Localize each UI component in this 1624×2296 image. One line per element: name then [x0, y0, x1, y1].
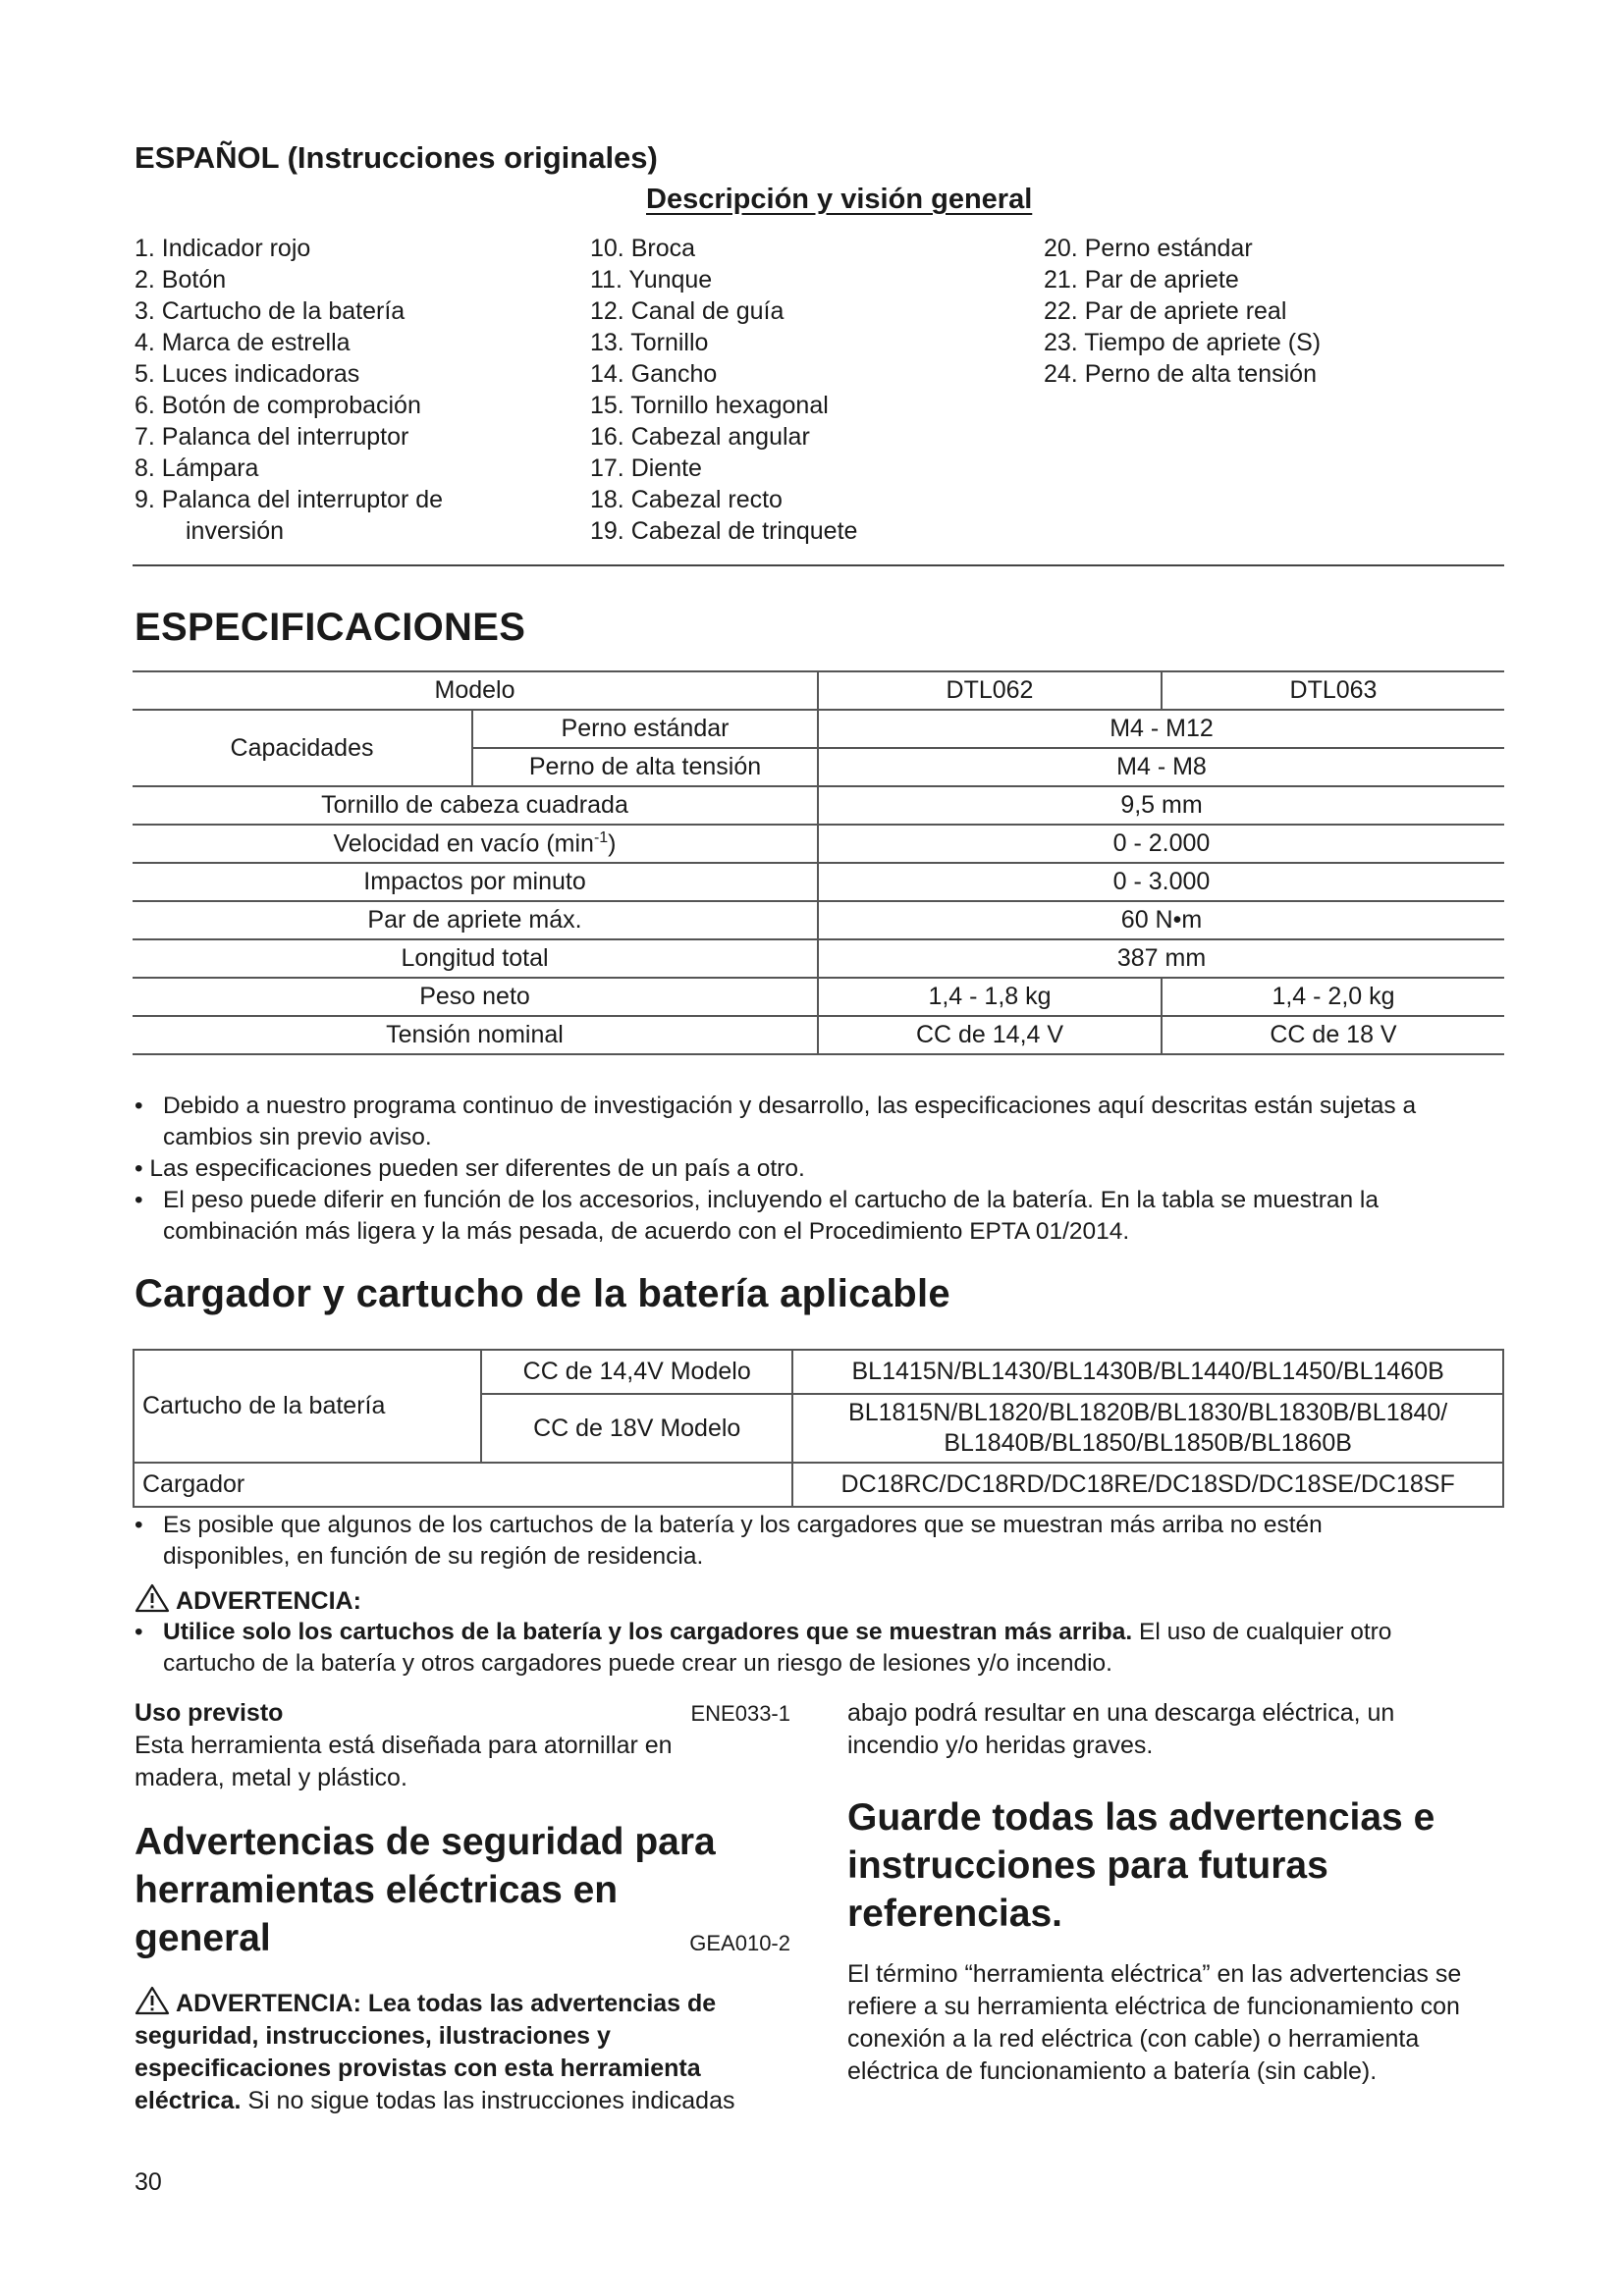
- overview-title: Descripción y visión general: [646, 184, 1033, 215]
- std-bolt-value-cell: M4 - M12: [818, 710, 1504, 748]
- parts-column-2: [590, 233, 857, 547]
- section-divider: [133, 564, 1504, 566]
- std-bolt-label-cell: Perno estándar: [472, 710, 818, 748]
- voltage-2-cell: CC de 18 V: [1162, 1016, 1504, 1054]
- note-item: • El peso puede diferir en función de los accesorios, incluyendo el cartucho de la batería. En la tabla se muestran la combinación más ligera y la más pesada, de acuerdo con el Procedimiento EPTA 01/2014.: [135, 1187, 1379, 1245]
- parts-column-1: [135, 233, 443, 547]
- weight-label-cell: Peso neto: [133, 978, 818, 1016]
- table-row: [133, 901, 1504, 939]
- warning-label: ADVERTENCIA:: [176, 1587, 361, 1615]
- warning-icon: [135, 1986, 170, 2015]
- parts-column-3: [1044, 233, 1321, 390]
- table-row: [133, 825, 1504, 863]
- length-label-cell: Longitud total: [133, 939, 818, 978]
- part-item: 24. Perno de alta tensión: [1044, 360, 1317, 388]
- battery-table: [133, 1349, 1504, 1508]
- part-item: 9. Palanca del interruptor de: [135, 486, 444, 513]
- model-18-cell: CC de 18V Modelo: [481, 1394, 792, 1463]
- part-item: 16. Cabezal angular: [590, 423, 810, 451]
- part-item: 5. Luces indicadoras: [135, 360, 360, 388]
- capacities-label-cell: Capacidades: [133, 710, 472, 786]
- safety-warning: ADVERTENCIA: Lea todas las advertencias de seguridad, instrucciones, ilustraciones y especificaciones provistas con esta herramienta eléctrica. Si no sigue todas las instrucciones indicadas: [135, 1986, 792, 2117]
- model-18-list-cell: BL1815N/BL1820/BL1820B/BL1830/BL1830B/BL1840/ BL1840B/BL1850/BL1850B/BL1860B: [792, 1394, 1503, 1463]
- model-144-list-cell: BL1415N/BL1430/BL1430B/BL1440/BL1450/BL1460B: [792, 1350, 1503, 1394]
- part-item: 3. Cartucho de la batería: [135, 297, 406, 325]
- save-paragraph: El término “herramienta eléctrica” en las advertencias se refiere a su herramienta eléctrica de funcionamiento con conexión a la red eléctrica (con cable) o herramienta eléctrica de funcionamiento a batería (sin cable).: [847, 1960, 1462, 2085]
- weight-1-cell: 1,4 - 1,8 kg: [818, 978, 1162, 1016]
- impacts-label-cell: Impactos por minuto: [133, 863, 818, 901]
- noload-speed-value-cell: 0 - 2.000: [818, 825, 1504, 863]
- intended-use: Uso previsto ENE033-1 Esta herramienta está diseñada para atornillar en madera, metal y plástico.: [135, 1699, 790, 1791]
- square-drive-value-cell: 9,5 mm: [818, 786, 1504, 825]
- specs-table: [133, 670, 1504, 1055]
- part-item: 11. Yunque: [590, 266, 713, 294]
- table-row: [134, 1350, 1503, 1394]
- part-item: 19. Cabezal de trinquete: [590, 517, 858, 545]
- battery-note: • Es posible que algunos de los cartuchos de la batería y los cargadores que se muestran más arriba no estén disponibles, en función de su región de residencia.: [135, 1512, 1323, 1570]
- part-item: 23. Tiempo de apriete (S): [1044, 329, 1322, 356]
- save-title: Guarde todas las advertencias e instrucciones para futuras referencias.: [847, 1796, 1435, 1935]
- length-value-cell: 387 mm: [818, 939, 1504, 978]
- table-row: [134, 1463, 1503, 1507]
- table-row: [133, 710, 1504, 748]
- intended-use-code: ENE033-1: [690, 1701, 790, 1726]
- intended-use-title: Uso previsto: [135, 1699, 284, 1727]
- part-item: 17. Diente: [590, 454, 702, 482]
- voltage-label-cell: Tensión nominal: [133, 1016, 818, 1054]
- ht-bolt-label-cell: Perno de alta tensión: [472, 748, 818, 786]
- part-item: 18. Cabezal recto: [590, 486, 783, 513]
- note-item: • Las especificaciones pueden ser diferentes de un país a otro.: [135, 1155, 805, 1182]
- part-item: 1. Indicador rojo: [135, 235, 311, 262]
- table-row: [133, 786, 1504, 825]
- torque-value-cell: 60 N•m: [818, 901, 1504, 939]
- warning-icon: [135, 1583, 170, 1613]
- part-item-continuation: inversión: [186, 517, 285, 545]
- part-item: 6. Botón de comprobación: [135, 392, 421, 419]
- safety-title: Advertencias de seguridad para herramientas eléctricas en general GEA010-2: [135, 1818, 790, 1967]
- safety-continuation: abajo podrá resultar en una descarga eléctrica, un incendio y/o heridas graves.: [847, 1699, 1395, 1759]
- voltage-1-cell: CC de 14,4 V: [818, 1016, 1162, 1054]
- table-row: [133, 939, 1504, 978]
- part-item: 7. Palanca del interruptor: [135, 423, 409, 451]
- impacts-value-cell: 0 - 3.000: [818, 863, 1504, 901]
- part-item: 20. Perno estándar: [1044, 235, 1253, 262]
- part-item: 14. Gancho: [590, 360, 718, 388]
- part-item: 21. Par de apriete: [1044, 266, 1239, 294]
- battery-warning: ADVERTENCIA: • Utilice solo los cartuchos de la batería y los cargadores que se muestran más arriba. El uso de cualquier otro cartucho de la batería y otros cargadores puede crear un riesgo de lesiones y/o incendio.: [135, 1583, 1529, 1680]
- spec-notes: [135, 1091, 1509, 1248]
- charger-list-cell: DC18RC/DC18RD/DC18RE/DC18SD/DC18SE/DC18SF: [792, 1463, 1503, 1507]
- model-1-cell: DTL062: [818, 671, 1162, 710]
- note-item: • Debido a nuestro programa continuo de investigación y desarrollo, las especificaciones aquí descritas están sujetas a cambios sin previo aviso.: [135, 1093, 1417, 1150]
- page-number: 30: [135, 2168, 162, 2196]
- torque-label-cell: Par de apriete máx.: [133, 901, 818, 939]
- part-item: 12. Canal de guía: [590, 297, 785, 325]
- part-item: 10. Broca: [590, 235, 696, 262]
- model-144-cell: CC de 14,4V Modelo: [481, 1350, 792, 1394]
- cartridge-label-cell: Cartucho de la batería: [134, 1350, 481, 1463]
- charger-label-cell: Cargador: [134, 1463, 792, 1507]
- part-item: 2. Botón: [135, 266, 227, 294]
- model-2-cell: DTL063: [1162, 671, 1504, 710]
- square-drive-label-cell: Tornillo de cabeza cuadrada: [133, 786, 818, 825]
- table-row: [133, 671, 1504, 710]
- battery-title: Cargador y cartucho de la batería aplicable: [135, 1272, 950, 1315]
- safety-code: GEA010-2: [689, 1931, 790, 1955]
- weight-2-cell: 1,4 - 2,0 kg: [1162, 978, 1504, 1016]
- table-row: [133, 863, 1504, 901]
- ht-bolt-value-cell: M4 - M8: [818, 748, 1504, 786]
- specs-title: ESPECIFICACIONES: [135, 606, 526, 649]
- part-item: 22. Par de apriete real: [1044, 297, 1287, 325]
- table-row: [133, 1016, 1504, 1054]
- part-item: 13. Tornillo: [590, 329, 709, 356]
- noload-speed-label-cell: Velocidad en vacío $(\min^{-1})$: [133, 825, 818, 863]
- language-title: ESPAÑOL (Instrucciones originales): [135, 140, 658, 175]
- table-row: [133, 978, 1504, 1016]
- part-item: 15. Tornillo hexagonal: [590, 392, 829, 419]
- model-label-cell: Modelo: [133, 671, 818, 710]
- part-item: 4. Marca de estrella: [135, 329, 351, 356]
- part-item: 8. Lámpara: [135, 454, 259, 482]
